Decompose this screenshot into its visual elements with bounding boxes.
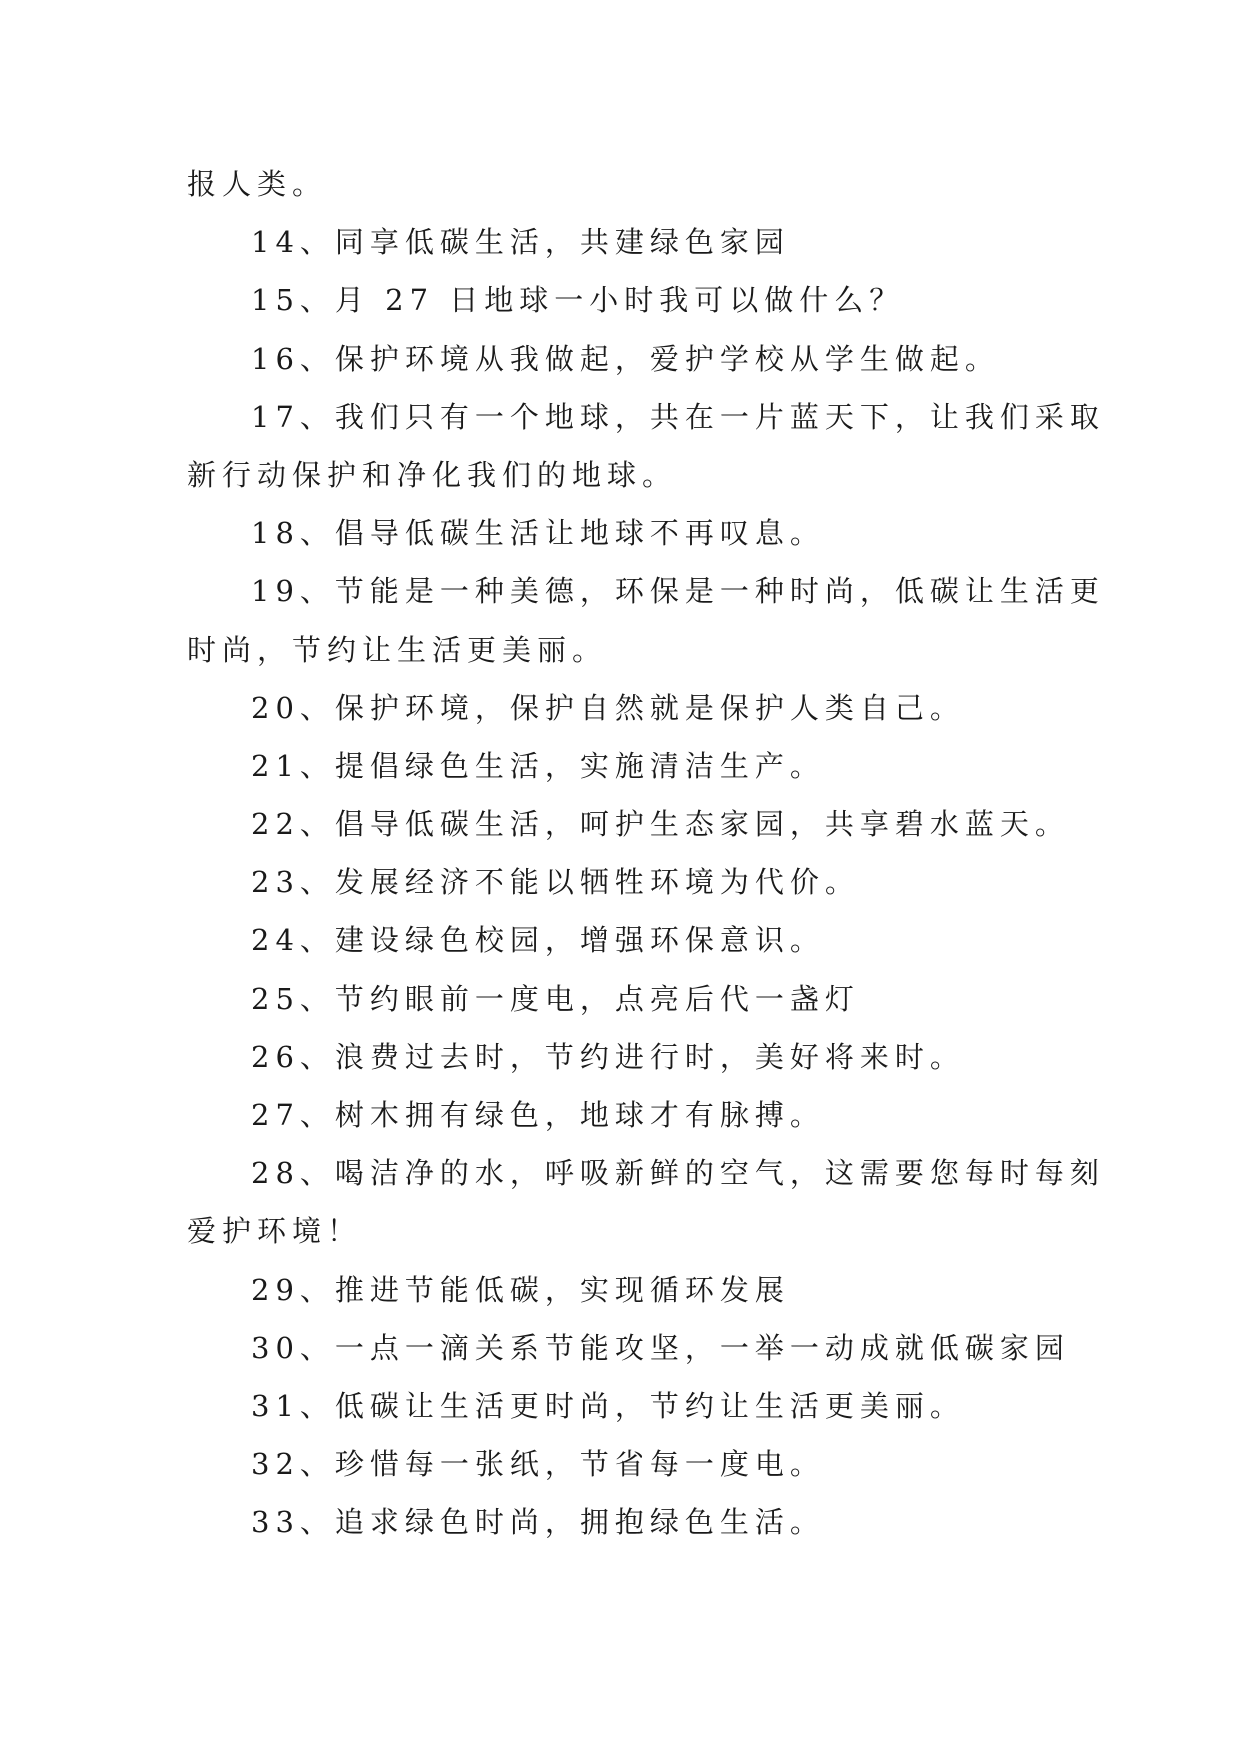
paragraph-line: 20、保护环境，保护自然就是保护人类自己。 [251,690,965,725]
paragraph-line: 24、建设绿色校园，增强环保意识。 [251,923,825,958]
paragraph-line: 26、浪费过去时，节约进行时，美好将来时。 [251,1039,965,1074]
paragraph-line: 15、月 27 日地球一小时我可以做什么？ [251,283,905,318]
paragraph-line: 32、珍惜每一张纸，节省每一度电。 [251,1447,825,1482]
paragraph-line: 25、节约眼前一度电，点亮后代一盏灯 [251,981,860,1016]
paragraph-line: 爱护环境！ [187,1214,363,1249]
paragraph-line: 19、节能是一种美德，环保是一种时尚，低碳让生活更 [251,574,1105,609]
paragraph-line: 报人类。 [187,167,328,201]
paragraph-line: 27、树木拥有绿色，地球才有脉搏。 [251,1098,825,1132]
paragraph-line: 18、倡导低碳生活让地球不再叹息。 [251,516,825,551]
paragraph-line: 14、同享低碳生活，共建绿色家园 [251,225,790,260]
paragraph-line: 16、保护环境从我做起，爱护学校从学生做起。 [251,341,1000,376]
paragraph-line: 新行动保护和净化我们的地球。 [187,457,678,492]
paragraph-line: 30、一点一滴关系节能攻坚，一举一动成就低碳家园 [251,1330,1070,1365]
paragraph-line: 时尚，节约让生活更美丽。 [187,632,608,667]
paragraph-line: 23、发展经济不能以牺牲环境为代价。 [251,865,860,900]
paragraph-line: 31、低碳让生活更时尚，节约让生活更美丽。 [251,1388,965,1423]
paragraph-line: 28、喝洁净的水，呼吸新鲜的空气，这需要您每时每刻 [251,1156,1105,1191]
paragraph-line: 17、我们只有一个地球，共在一片蓝天下，让我们采取 [251,399,1105,434]
paragraph-line: 21、提倡绿色生活，实施清洁生产。 [251,748,825,783]
paragraph-line: 33、追求绿色时尚，拥抱绿色生活。 [251,1505,825,1540]
paragraph-line: 29、推进节能低碳，实现循环发展 [251,1272,790,1307]
paragraph-line: 22、倡导低碳生活，呵护生态家园，共享碧水蓝天。 [251,807,1070,842]
document-body [187,155,1105,1552]
